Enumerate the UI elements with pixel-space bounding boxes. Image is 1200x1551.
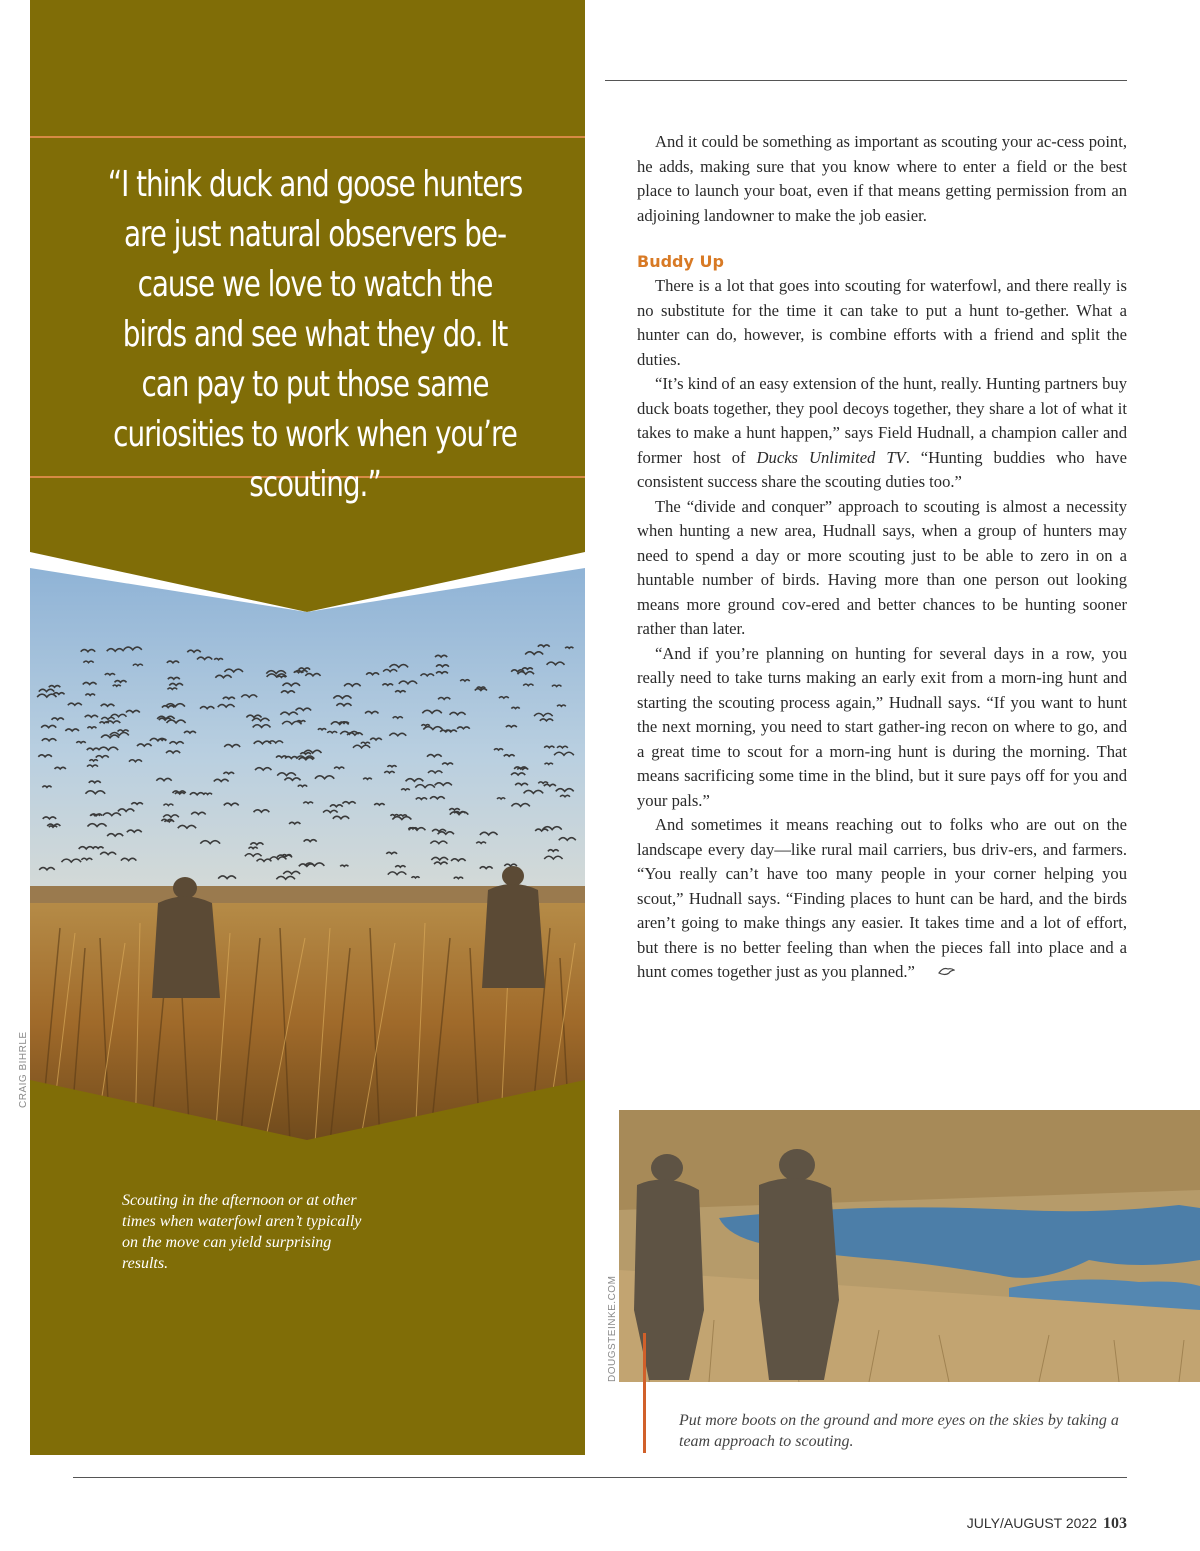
bird — [214, 658, 223, 659]
bird — [89, 760, 97, 761]
bird — [411, 877, 419, 878]
bird — [87, 727, 96, 728]
bird — [390, 815, 398, 816]
bird — [277, 676, 286, 677]
article-body — [637, 130, 1127, 987]
bird — [113, 685, 121, 686]
bird — [421, 725, 429, 726]
bird — [297, 721, 306, 722]
paragraph: “It’s kind of an easy extension of the hunt, really. Hunting partners buy duck boats together, they pool decoys together, they share a lot of what it takes to make a hunt happen,” says Field Hudnall, a champion caller and former host of Ducks Unlimited TV. “Hunting buddies who have consistent success share the scouting duties too.” — [637, 374, 1127, 491]
caption-accent-bar — [643, 1333, 646, 1453]
paragraph: The “divide and conquer” approach to scouting is almost a necessity when hunting a new area, Hudnall says, when a group of hunters may need to spend a day or more scouting just to be able to zero in on a huntable number of birds. Having more than one person out looking means more ground cov-ered and better chances to be hunting sooner rather than later. — [637, 496, 1127, 638]
quote-rule-top — [30, 136, 585, 138]
bird — [401, 789, 410, 790]
marsh-photo — [30, 568, 585, 1143]
page-number: 103 — [1103, 1515, 1127, 1532]
bird — [340, 865, 348, 866]
bird — [565, 647, 573, 648]
duck-head-icon — [919, 962, 955, 987]
paragraph: There is a lot that goes into scouting for waterfowl, and there really is no substitute for the time it can take to put a hunt to-gether. What a hunter can do, however, is combine efforts with a friend and split the duties. — [637, 276, 1127, 369]
bird — [49, 826, 57, 827]
bird — [363, 778, 372, 779]
divider — [605, 80, 1127, 81]
pull-quote: “I think duck and goose hunters are just natural observers be-cause we love to watch the birds and see what they do. It can pay to put those same curiosities to work when you’re scouting.” — [107, 164, 523, 505]
bird — [318, 729, 326, 730]
paragraph: And it could be something as important as scouting your ac-cess point, he adds, making sure that you know where to enter a field or the best place to launch your boat, even if that means getting permission from an adjoining landowner to make the job easier. — [637, 132, 1127, 225]
bird — [497, 798, 505, 799]
bird — [399, 815, 407, 816]
photo-caption: Put more boots on the ground and more eyes on the skies by taking a team approach to scouting. — [679, 1412, 1119, 1450]
paragraph: And sometimes it means reaching out to folks who are out on the landscape every day—like rural mail carriers, bus driv-ers, and farmers. “You really can’t have too many people in your corner helping you scout,” Hudnall says. “Finding places to hunt can be hard, and the birds aren’t going to make things any easier. It takes time and a lot of effort, but there is no better feeling than when the pieces fall into place and a hunt comes together just as you planned.” — [637, 813, 1127, 987]
bird — [158, 739, 166, 740]
footer-divider — [73, 1477, 1127, 1478]
show-title: Ducks Unlimited TV — [756, 447, 906, 467]
paragraph: “And if you’re planning on hunting for several days in a row, you really need to take turns making an early exit from a morn-ing hunt and starting the scouting process again,” Hudnall says. “If you want to hunt the next morning, you need to start gather-ing recon on where to go, and a great time to scout for a morn-ing hunt is during the morning. That means sacrificing some time in the blind, but it sure pays off for you and your pals.” — [637, 643, 1127, 810]
bird — [557, 705, 566, 706]
scouting-photo — [619, 1110, 1200, 1382]
section-heading: Buddy Up — [637, 252, 724, 271]
photo-caption: Scouting in the afternoon or at other times when waterfowl aren’t typically on the move can yield surprising results. — [122, 1192, 362, 1272]
bird — [511, 707, 519, 708]
photo-credit: DOUGSTEINKE.COM — [607, 1275, 618, 1382]
issue-date: JULY/AUGUST 2022 — [966, 1515, 1097, 1531]
page-footer — [967, 1515, 1127, 1533]
photo-credit: CRAIG BIHRLE — [18, 1031, 29, 1108]
bird — [545, 763, 553, 764]
